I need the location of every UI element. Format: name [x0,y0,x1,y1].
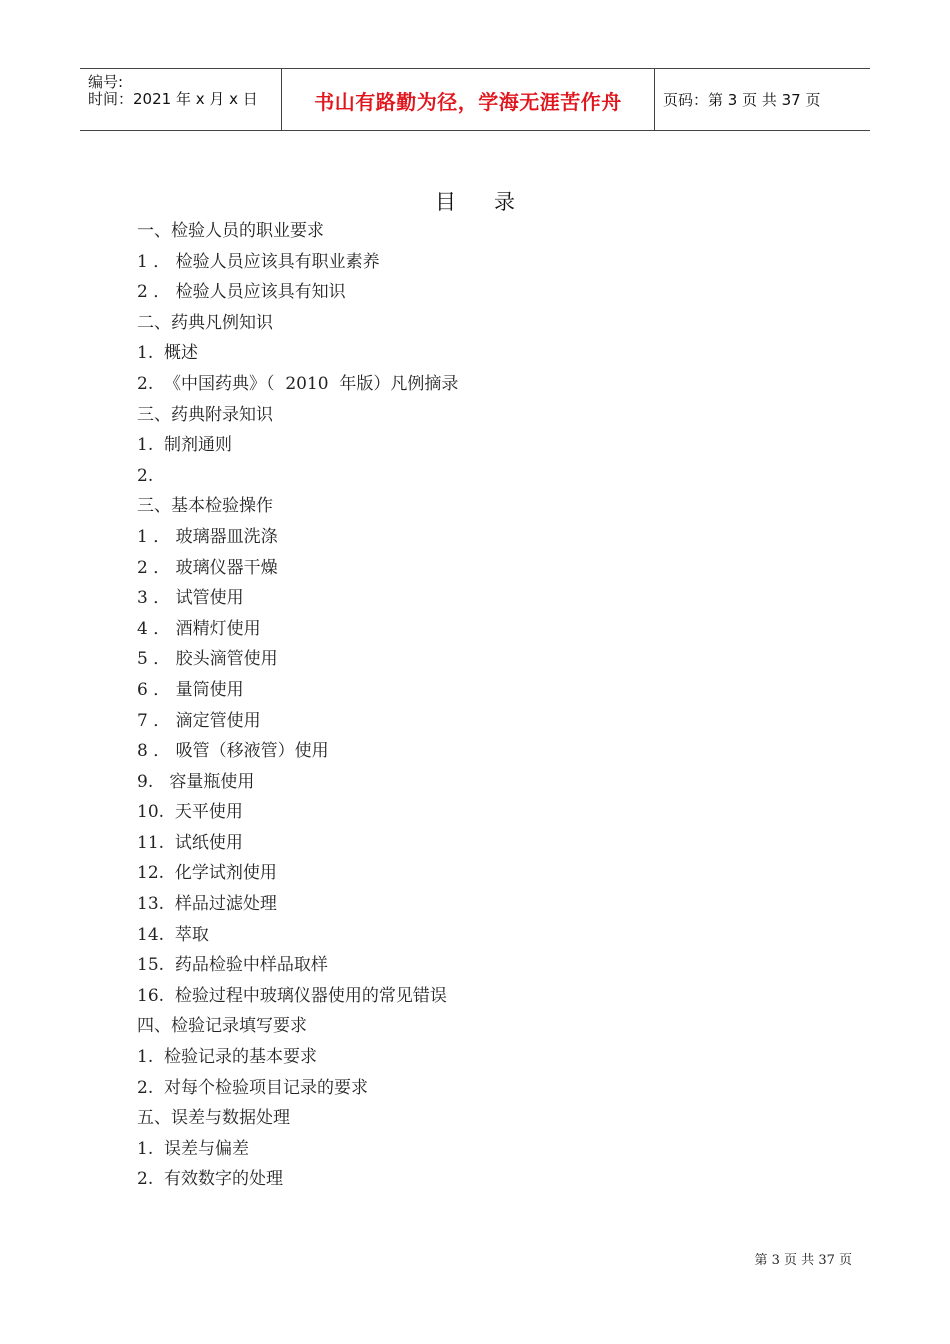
header-motto-cell [282,69,655,130]
toc-item: 9. 容量瓶使用 [137,771,255,792]
toc-item: 12. 化学试剂使用 [137,863,277,884]
toc-item: 13. 样品过滤处理 [137,894,277,915]
header-page-cell [655,69,870,130]
toc-item: 14. 萃取 [137,924,209,945]
toc-item: 五、误差与数据处理 [137,1108,290,1129]
toc-item: 11. 试纸使用 [137,832,243,853]
toc-item: 三、药典附录知识 [137,404,273,425]
toc-title: 目录 [435,190,553,214]
document-date: 时间：2021 年 x 月 x 日 [88,90,258,108]
toc-item: 2. 对每个检验项目记录的要求 [137,1077,369,1098]
toc-item: 10. 天平使用 [137,802,243,823]
toc-item: 3 ． 试管使用 [137,588,244,609]
header-page-info: 页码：第 3 页 共 37 页 [663,91,821,109]
page-footer: 第 3 页 共 37 页 [754,1253,852,1268]
toc-item: 二、药典凡例知识 [137,312,273,333]
toc-item: 2 ． 检验人员应该具有知识 [137,282,346,303]
toc-item: 16. 检验过程中玻璃仪器使用的常见错误 [137,985,447,1006]
table-of-contents [137,216,458,1195]
toc-item: 2. [137,465,154,486]
toc-item: 1. 概述 [137,343,199,364]
toc-item: 1. 误差与偏差 [137,1138,250,1159]
toc-item: 4 ． 酒精灯使用 [137,618,261,639]
header-info-cell [80,69,282,130]
toc-item: 1. 检验记录的基本要求 [137,1047,318,1068]
toc-item: 四、检验记录填写要求 [137,1016,307,1037]
toc-item: 6 ． 量筒使用 [137,679,244,700]
document-number-label: 编号: [88,73,124,91]
toc-item: 2. 《中国药典》（ 2010 年版）凡例摘录 [137,373,459,394]
toc-item: 7 ． 滴定管使用 [137,710,261,731]
toc-item: 2. 有效数字的处理 [137,1169,284,1190]
page-header [80,68,870,131]
toc-item: 1 ． 玻璃器皿洗涤 [137,526,278,547]
toc-item: 1. 制剂通则 [137,435,233,456]
toc-item: 2 ． 玻璃仪器干燥 [137,557,278,578]
header-motto: 书山有路勤为径，学海无涯苦作舟 [314,90,622,114]
toc-item: 一、检验人员的职业要求 [137,221,324,241]
toc-item: 15. 药品检验中样品取样 [137,955,328,976]
toc-item: 三、基本检验操作 [137,496,273,517]
toc-item: 1 ． 检验人员应该具有职业素养 [137,251,380,272]
toc-item: 8 ． 吸管（移液管）使用 [137,741,329,762]
toc-item: 5 ． 胶头滴管使用 [137,649,278,670]
